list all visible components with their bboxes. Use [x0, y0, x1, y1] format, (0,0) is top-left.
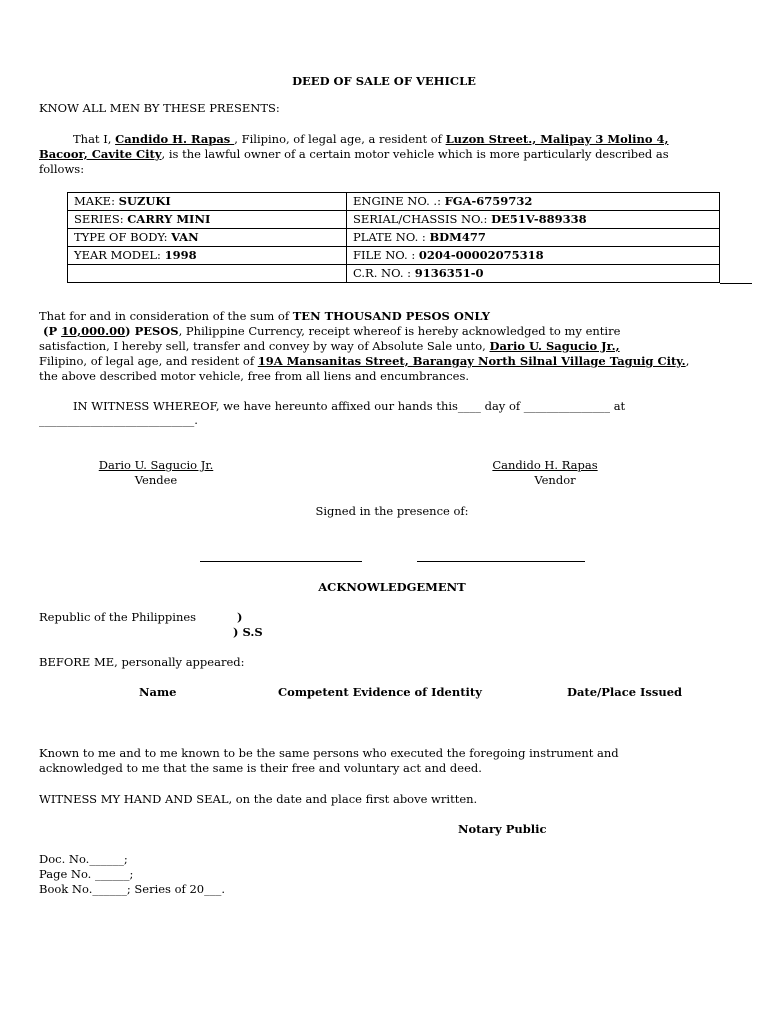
amount-words: TEN THOUSAND PESOS ONLY: [292, 309, 490, 323]
series-cell: SERIES: CARRY MINI: [68, 211, 347, 229]
table-rule-extension: [720, 283, 752, 284]
paragraph-owner-line3: follows:: [39, 162, 85, 176]
consideration-line1: That for and in consideration of the sum of TEN THOUSAND PESOS ONLY: [39, 309, 490, 323]
make-cell: MAKE: SUZUKI: [68, 193, 347, 211]
witness-line2: ___________________________.: [39, 413, 198, 427]
amount-number: 10,000.00: [61, 324, 126, 338]
witness-seal-text: WITNESS MY HAND AND SEAL, on the date and place first above written.: [39, 792, 478, 806]
vehicle-details-table: [67, 192, 720, 283]
known-line1: Known to me and to me known to be the same persons who executed the foregoing instrument and: [39, 746, 619, 760]
witness-signature-line-2: [417, 561, 585, 562]
consideration-line5: the above described motor vehicle, free from all liens and encumbrances.: [39, 369, 470, 383]
vendee-name: Dario U. Sagucio Jr.: [98, 458, 214, 472]
consideration-line2: (P 10,000.00) PESOS, Philippine Currency, receipt whereof is hereby acknowledged to my entire: [43, 324, 621, 338]
plate-cell: PLATE NO. : BDM477: [347, 229, 720, 247]
year-cell: YEAR MODEL: 1998: [68, 247, 347, 265]
paragraph-owner-line2: Bacoor, Cavite City, is the lawful owner of a certain motor vehicle which is more particularly described as: [39, 147, 669, 161]
owner-address-1: Luzon Street., Malipay 3 Molino 4,: [445, 132, 669, 146]
buyer-address: 19A Mansanitas Street, Barangay North Silnal Village Taguig City.: [257, 354, 686, 368]
owner-address-2: Bacoor, Cavite City: [39, 147, 162, 161]
engine-cell: ENGINE NO. .: FGA-6759732: [347, 193, 720, 211]
vendee-role: Vendee: [134, 473, 178, 487]
republic-text: Republic of the Philippines: [39, 610, 197, 624]
vendor-role: Vendor: [534, 473, 576, 487]
document-title: DEED OF SALE OF VEHICLE: [292, 74, 476, 88]
buyer-name: Dario U. Sagucio Jr.,: [489, 339, 620, 353]
witness-signature-line-1: [200, 561, 362, 562]
before-me-text: BEFORE ME, personally appeared:: [39, 655, 245, 669]
book-number: Book No.______; Series of 20___.: [39, 882, 225, 896]
venue-paren-1: ): [237, 610, 243, 624]
doc-number: Doc. No.______;: [39, 852, 128, 866]
column-evidence: Competent Evidence of Identity: [278, 685, 482, 699]
table-row: [68, 265, 720, 283]
body-cell: TYPE OF BODY: VAN: [68, 229, 347, 247]
page-number: Page No. ______;: [39, 867, 134, 881]
table-row: [68, 211, 720, 229]
serial-cell: SERIAL/CHASSIS NO.: DE51V-889338: [347, 211, 720, 229]
column-date-place: Date/Place Issued: [567, 685, 683, 699]
consideration-line4: Filipino, of legal age, and resident of 19A Mansanitas Street, Barangay North Silnal Village Taguig City.,: [39, 354, 690, 368]
consideration-line3: satisfaction, I hereby sell, transfer and convey by way of Absolute Sale unto, Dario U. Sagucio Jr.,: [39, 339, 620, 353]
venue-paren-2: ) S.S: [233, 625, 263, 639]
table-row: [68, 229, 720, 247]
empty-cell: [68, 265, 347, 283]
file-cell: FILE NO. : 0204-00002075318: [347, 247, 720, 265]
table-row: [68, 247, 720, 265]
acknowledgement-title: ACKNOWLEDGEMENT: [318, 580, 466, 594]
known-line2: acknowledged to me that the same is their free and voluntary act and deed.: [39, 761, 482, 775]
owner-name: Candido H. Rapas: [115, 132, 235, 146]
paragraph-owner-line1: That I, Candido H. Rapas , Filipino, of legal age, a resident of Luzon Street., Malipay 3 Molino 4,: [73, 132, 669, 146]
notary-public-label: Notary Public: [458, 822, 547, 836]
vendor-name: Candido H. Rapas: [492, 458, 598, 472]
cr-cell: C.R. NO. : 9136351-0: [347, 265, 720, 283]
column-name: Name: [139, 685, 177, 699]
intro-text: KNOW ALL MEN BY THESE PRESENTS:: [39, 101, 280, 115]
table-row: [68, 193, 720, 211]
witness-line1: IN WITNESS WHEREOF, we have hereunto affixed our hands this____ day of _______________ at: [73, 399, 626, 413]
signed-presence-text: Signed in the presence of:: [315, 504, 469, 518]
